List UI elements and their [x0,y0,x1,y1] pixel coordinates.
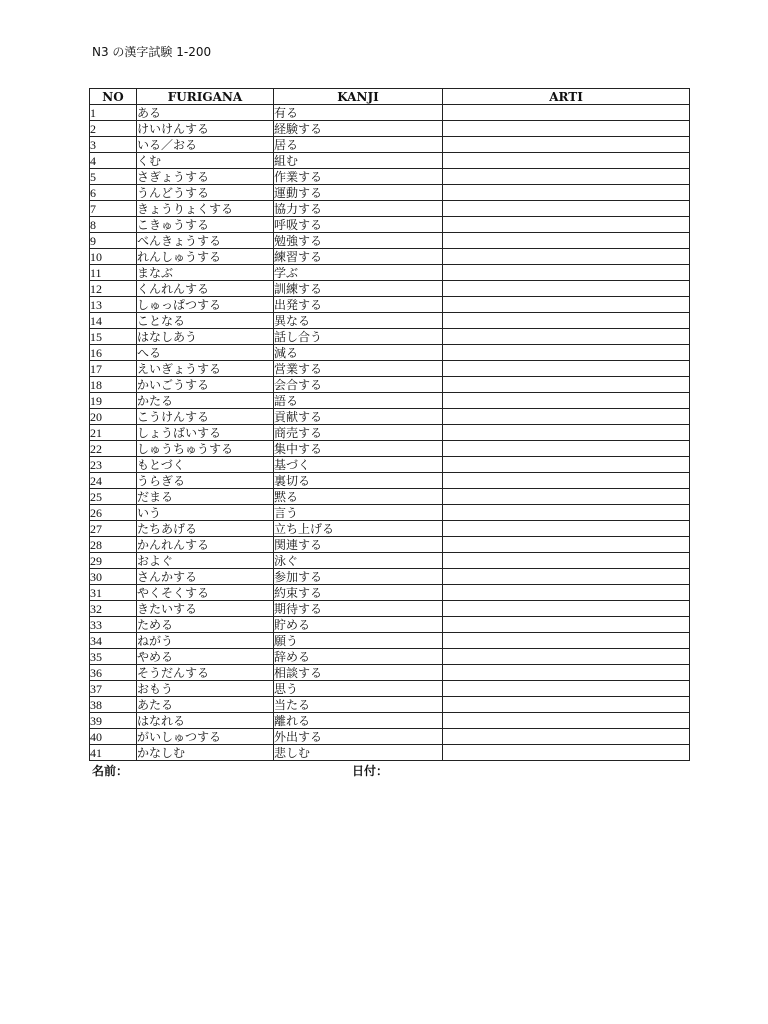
table-row [90,617,690,633]
cell-kanji: 約束する [274,585,443,601]
cell-furigana: やくそくする [137,585,274,601]
cell-arti[interactable] [443,601,690,617]
cell-no: 10 [90,249,137,265]
table-row [90,105,690,121]
table-row [90,361,690,377]
document-title: N3 の漢字試験 1-200 [92,45,212,59]
table-row [90,633,690,649]
cell-kanji: 悲しむ [274,745,443,761]
table-row [90,249,690,265]
cell-arti[interactable] [443,377,690,393]
cell-furigana: ことなる [137,313,274,329]
cell-furigana: やめる [137,649,274,665]
cell-arti[interactable] [443,345,690,361]
cell-furigana: こきゅうする [137,217,274,233]
cell-no: 11 [90,265,137,281]
cell-kanji: 異なる [274,313,443,329]
cell-furigana: しゅっぱつする [137,297,274,313]
cell-no: 41 [90,745,137,761]
cell-kanji: 話し合う [274,329,443,345]
cell-arti[interactable] [443,473,690,489]
cell-furigana: およぐ [137,553,274,569]
cell-furigana: かなしむ [137,745,274,761]
table-row [90,649,690,665]
cell-furigana: ねがう [137,633,274,649]
table-row [90,601,690,617]
cell-furigana: しょうばいする [137,425,274,441]
table-row [90,313,690,329]
table-row [90,569,690,585]
cell-furigana: そうだんする [137,665,274,681]
cell-furigana: へる [137,345,274,361]
cell-no: 8 [90,217,137,233]
cell-no: 9 [90,233,137,249]
table-row [90,697,690,713]
cell-furigana: がいしゅつする [137,729,274,745]
table-row [90,393,690,409]
table-row [90,121,690,137]
cell-arti[interactable] [443,681,690,697]
cell-furigana: はなしあう [137,329,274,345]
cell-arti[interactable] [443,505,690,521]
cell-no: 2 [90,121,137,137]
cell-furigana: もとづく [137,457,274,473]
cell-no: 36 [90,665,137,681]
column-header-arti: ARTI [443,89,690,105]
cell-furigana: いる／おる [137,137,274,153]
cell-no: 31 [90,585,137,601]
cell-arti[interactable] [443,281,690,297]
date-label: 日付： [352,764,389,778]
table-row [90,297,690,313]
column-header-kanji: KANJI [274,89,443,105]
table-row [90,377,690,393]
cell-no: 27 [90,521,137,537]
cell-furigana: れんしゅうする [137,249,274,265]
cell-furigana: しゅうちゅうする [137,441,274,457]
cell-no: 20 [90,409,137,425]
cell-kanji: 学ぶ [274,265,443,281]
cell-kanji: 相談する [274,665,443,681]
cell-arti[interactable] [443,585,690,601]
table-row [90,553,690,569]
cell-arti[interactable] [443,185,690,201]
cell-no: 15 [90,329,137,345]
cell-no: 25 [90,489,137,505]
cell-no: 4 [90,153,137,169]
table-header-row [90,89,690,105]
cell-arti[interactable] [443,313,690,329]
cell-kanji: 当たる [274,697,443,713]
cell-no: 24 [90,473,137,489]
table-row [90,425,690,441]
table-row [90,153,690,169]
cell-furigana: かいごうする [137,377,274,393]
table-row [90,281,690,297]
cell-arti[interactable] [443,393,690,409]
table-row [90,521,690,537]
cell-furigana: くんれんする [137,281,274,297]
cell-no: 21 [90,425,137,441]
cell-furigana: まなぶ [137,265,274,281]
cell-arti[interactable] [443,121,690,137]
cell-no: 29 [90,553,137,569]
column-header-no: NO [90,89,137,105]
cell-no: 22 [90,441,137,457]
cell-no: 14 [90,313,137,329]
cell-kanji: 運動する [274,185,443,201]
cell-kanji: 営業する [274,361,443,377]
cell-kanji: 訓練する [274,281,443,297]
table-row [90,329,690,345]
cell-arti[interactable] [443,201,690,217]
cell-no: 40 [90,729,137,745]
table-row [90,713,690,729]
cell-kanji: 居る [274,137,443,153]
table-row [90,169,690,185]
table-row [90,185,690,201]
cell-furigana: きょうりょくする [137,201,274,217]
cell-arti[interactable] [443,409,690,425]
vocabulary-table [89,88,690,761]
cell-no: 6 [90,185,137,201]
cell-kanji: 外出する [274,729,443,745]
cell-kanji: 商売する [274,425,443,441]
table-row [90,457,690,473]
cell-arti[interactable] [443,217,690,233]
cell-kanji: 出発する [274,297,443,313]
cell-no: 13 [90,297,137,313]
cell-no: 7 [90,201,137,217]
cell-arti[interactable] [443,665,690,681]
cell-kanji: 基づく [274,457,443,473]
cell-kanji: 組む [274,153,443,169]
table-body [90,105,690,761]
cell-kanji: 参加する [274,569,443,585]
cell-furigana: たちあげる [137,521,274,537]
table-row [90,489,690,505]
cell-arti[interactable] [443,649,690,665]
cell-kanji: 語る [274,393,443,409]
cell-furigana: うんどうする [137,185,274,201]
table-row [90,137,690,153]
table-row [90,265,690,281]
cell-kanji: 練習する [274,249,443,265]
cell-kanji: 減る [274,345,443,361]
cell-no: 19 [90,393,137,409]
cell-no: 17 [90,361,137,377]
cell-no: 3 [90,137,137,153]
cell-kanji: 関連する [274,537,443,553]
cell-arti[interactable] [443,169,690,185]
cell-furigana: あたる [137,697,274,713]
cell-furigana: こうけんする [137,409,274,425]
cell-arti[interactable] [443,569,690,585]
cell-arti[interactable] [443,713,690,729]
cell-furigana: けいけんする [137,121,274,137]
cell-arti[interactable] [443,105,690,121]
cell-kanji: 有る [274,105,443,121]
cell-furigana: うらぎる [137,473,274,489]
table-row [90,585,690,601]
cell-furigana: かたる [137,393,274,409]
table-row [90,409,690,425]
cell-no: 33 [90,617,137,633]
cell-arti[interactable] [443,153,690,169]
cell-no: 28 [90,537,137,553]
cell-arti[interactable] [443,537,690,553]
cell-furigana: ある [137,105,274,121]
cell-arti[interactable] [443,745,690,761]
column-header-furigana: FURIGANA [137,89,274,105]
table-row [90,441,690,457]
cell-furigana: いう [137,505,274,521]
cell-kanji: 作業する [274,169,443,185]
table-row [90,537,690,553]
cell-no: 23 [90,457,137,473]
cell-no: 39 [90,713,137,729]
table-row [90,665,690,681]
cell-arti[interactable] [443,265,690,281]
cell-arti[interactable] [443,329,690,345]
table-row [90,473,690,489]
cell-arti[interactable] [443,617,690,633]
cell-no: 32 [90,601,137,617]
table-row [90,217,690,233]
cell-kanji: 思う [274,681,443,697]
cell-no: 34 [90,633,137,649]
cell-furigana: だまる [137,489,274,505]
cell-furigana: きたいする [137,601,274,617]
cell-no: 37 [90,681,137,697]
cell-kanji: 経験する [274,121,443,137]
cell-arti[interactable] [443,441,690,457]
cell-kanji: 願う [274,633,443,649]
table-row [90,681,690,697]
table-row [90,233,690,249]
cell-kanji: 言う [274,505,443,521]
cell-kanji: 集中する [274,441,443,457]
cell-kanji: 貯める [274,617,443,633]
cell-kanji: 裏切る [274,473,443,489]
cell-no: 26 [90,505,137,521]
cell-kanji: 貢献する [274,409,443,425]
cell-arti[interactable] [443,297,690,313]
cell-arti[interactable] [443,553,690,569]
table-row [90,745,690,761]
cell-no: 12 [90,281,137,297]
cell-kanji: 離れる [274,713,443,729]
cell-arti[interactable] [443,729,690,745]
cell-furigana: おもう [137,681,274,697]
cell-furigana: かんれんする [137,537,274,553]
table-row [90,505,690,521]
cell-kanji: 呼吸する [274,217,443,233]
cell-kanji: 辞める [274,649,443,665]
cell-kanji: 黙る [274,489,443,505]
cell-arti[interactable] [443,633,690,649]
cell-furigana: はなれる [137,713,274,729]
cell-furigana: べんきょうする [137,233,274,249]
cell-furigana: ためる [137,617,274,633]
cell-no: 18 [90,377,137,393]
cell-no: 16 [90,345,137,361]
cell-furigana: くむ [137,153,274,169]
name-label: 名前： [92,764,129,778]
cell-arti[interactable] [443,425,690,441]
cell-arti[interactable] [443,233,690,249]
cell-arti[interactable] [443,361,690,377]
cell-furigana: さんかする [137,569,274,585]
cell-arti[interactable] [443,137,690,153]
cell-arti[interactable] [443,521,690,537]
table-row [90,729,690,745]
cell-furigana: えいぎょうする [137,361,274,377]
cell-arti[interactable] [443,249,690,265]
cell-kanji: 会合する [274,377,443,393]
cell-no: 38 [90,697,137,713]
cell-no: 5 [90,169,137,185]
table-row [90,345,690,361]
cell-furigana: さぎょうする [137,169,274,185]
cell-no: 35 [90,649,137,665]
cell-no: 30 [90,569,137,585]
cell-kanji: 期待する [274,601,443,617]
cell-no: 1 [90,105,137,121]
cell-kanji: 協力する [274,201,443,217]
cell-arti[interactable] [443,697,690,713]
cell-kanji: 立ち上げる [274,521,443,537]
cell-arti[interactable] [443,457,690,473]
cell-kanji: 勉強する [274,233,443,249]
cell-kanji: 泳ぐ [274,553,443,569]
table-row [90,201,690,217]
cell-arti[interactable] [443,489,690,505]
